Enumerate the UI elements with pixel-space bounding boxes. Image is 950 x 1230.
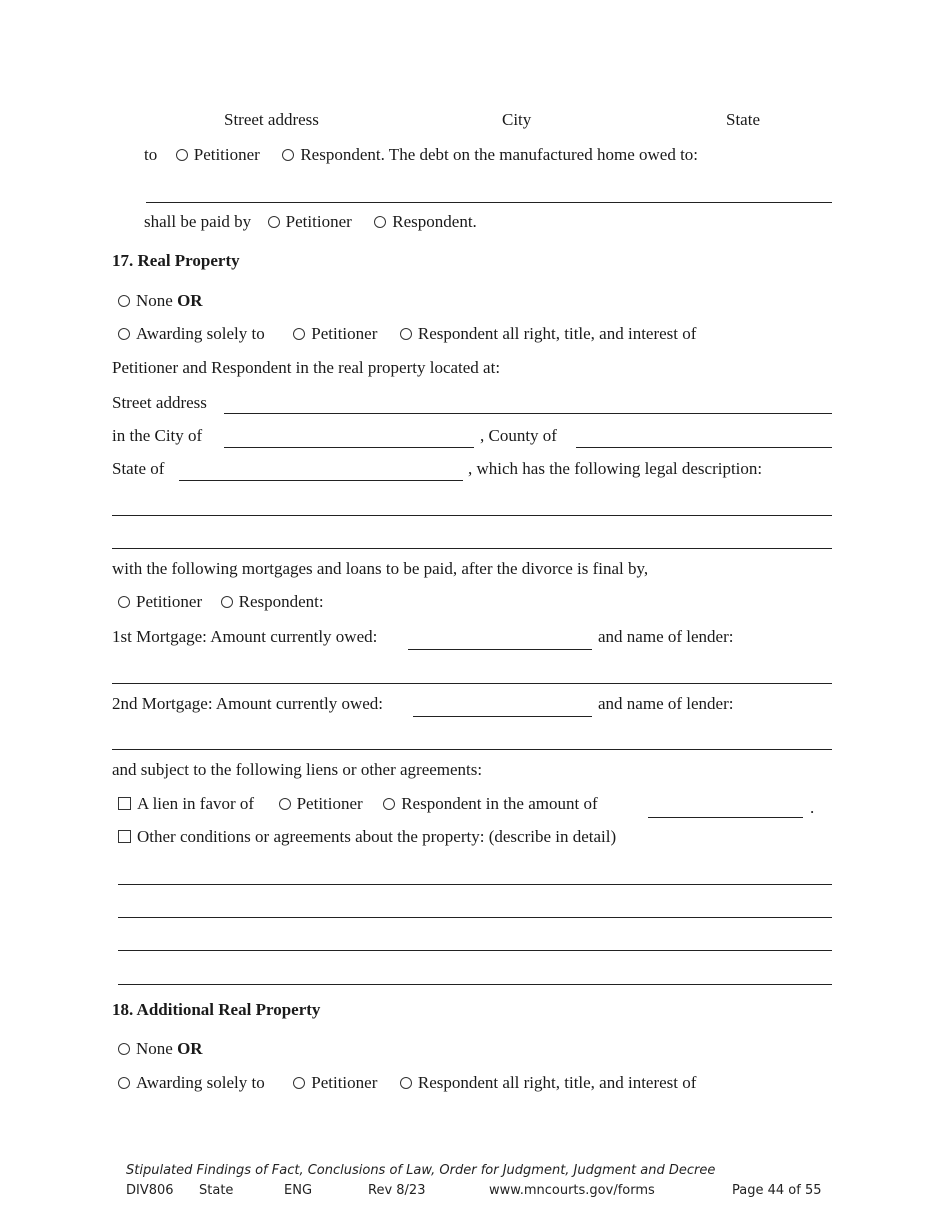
first-lender-label: and name of lender: [598,627,734,646]
footer-jurisdiction: State [199,1183,234,1198]
paid-by-respondent-radio[interactable] [374,216,386,228]
footer-page-number: Page 44 of 55 [732,1183,822,1198]
second-lender-line[interactable] [112,749,832,750]
additional-awarding-row [118,1073,696,1093]
conditions-line-3[interactable] [118,950,832,951]
street-address-label: Street address [112,393,207,412]
award-to-row [144,145,698,165]
conditions-line-2[interactable] [118,917,832,918]
legal-description-label: , which has the following legal description: [468,459,763,478]
state-caption: State [726,110,760,129]
second-mortgage-amount-line[interactable] [413,716,592,717]
to-label: to [144,145,158,164]
award-respondent-radio[interactable] [282,149,294,161]
awarding-petitioner-radio[interactable] [293,328,305,340]
footer-title: Stipulated Findings of Fact, Conclusions of Law, Order for Judgment, Judgment and Decree [126,1163,716,1178]
petitioner-label: Petitioner [285,212,352,231]
none-radio[interactable] [118,295,130,307]
legal-description-line-2[interactable] [112,548,832,549]
city-label: in the City of [112,426,203,445]
respondent-interest-label: Respondent all right, title, and interest of [417,1073,697,1092]
award-petitioner-radio[interactable] [176,149,188,161]
legal-description-line-1[interactable] [112,515,832,516]
respondent-colon-label: Respondent: [238,592,324,611]
liens-intro: and subject to the following liens or other agreements: [112,760,483,779]
lien-checkbox[interactable] [118,797,131,810]
additional-petitioner-radio[interactable] [293,1077,305,1089]
awarding-label: Awarding solely to [136,324,265,343]
respondent-debt-label: Respondent. The debt on the manufactured home owed to: [300,145,699,164]
additional-real-property-heading: 18. Additional Real Property [112,1000,321,1019]
paid-by-row [144,212,477,232]
awarding-radio[interactable] [118,328,130,340]
other-conditions-label: Other conditions or agreements about the property: (describe in detail) [137,827,617,846]
conditions-line-4[interactable] [118,984,832,985]
petitioner-label: Petitioner [311,324,378,343]
paid-by-petitioner-radio[interactable] [268,216,280,228]
or-label: OR [177,1039,203,1058]
city-line[interactable] [224,447,474,448]
mortgage-respondent-radio[interactable] [221,596,233,608]
none-label: None [136,291,173,310]
footer-url[interactable]: www.mncourts.gov/forms [489,1183,655,1198]
first-lender-line[interactable] [112,683,832,684]
petitioner-label: Petitioner [193,145,260,164]
respondent-label: Respondent. [392,212,477,231]
second-lender-label: and name of lender: [598,694,734,713]
county-line[interactable] [576,447,832,448]
street-address-line[interactable] [224,413,832,414]
lien-period: . [810,798,815,817]
additional-none-row [118,1039,203,1059]
footer-revision: Rev 8/23 [368,1183,426,1198]
awarding-row [118,324,696,344]
city-caption: City [502,110,532,129]
additional-respondent-radio[interactable] [400,1077,412,1089]
respondent-interest-label: Respondent all right, title, and interest of [417,324,697,343]
respondent-amount-label: Respondent in the amount of [401,794,598,813]
other-conditions-row [118,827,616,847]
real-property-heading: 17. Real Property [112,251,240,270]
debt-owed-to-line[interactable] [146,202,832,203]
none-row [118,291,203,311]
lien-row [118,794,598,814]
awarding-respondent-radio[interactable] [400,328,412,340]
lien-petitioner-radio[interactable] [279,798,291,810]
petitioner-label: Petitioner [296,794,363,813]
conditions-line-1[interactable] [118,884,832,885]
petitioner-label: Petitioner [311,1073,378,1092]
footer-form-id: DIV806 [126,1183,174,1198]
paid-by-label: shall be paid by [144,212,252,231]
additional-none-radio[interactable] [118,1043,130,1055]
located-text: Petitioner and Respondent in the real property located at: [112,358,501,377]
state-line[interactable] [179,480,463,481]
footer-language: ENG [284,1183,313,1198]
lien-respondent-radio[interactable] [383,798,395,810]
awarding-label: Awarding solely to [136,1073,265,1092]
second-mortgage-label: 2nd Mortgage: Amount currently owed: [112,694,384,713]
county-label: , County of [480,426,557,445]
other-conditions-checkbox[interactable] [118,830,131,843]
state-label: State of [112,459,165,478]
or-label: OR [177,291,203,310]
mortgage-payer-row [118,592,324,612]
mortgage-petitioner-radio[interactable] [118,596,130,608]
mortgage-intro: with the following mortgages and loans to be paid, after the divorce is final by, [112,559,649,578]
none-label: None [136,1039,173,1058]
lien-amount-line[interactable] [648,817,803,818]
additional-awarding-radio[interactable] [118,1077,130,1089]
first-mortgage-amount-line[interactable] [408,649,592,650]
petitioner-label: Petitioner [136,592,203,611]
first-mortgage-label: 1st Mortgage: Amount currently owed: [112,627,378,646]
lien-label: A lien in favor of [137,794,255,813]
street-address-caption: Street address [224,110,319,129]
